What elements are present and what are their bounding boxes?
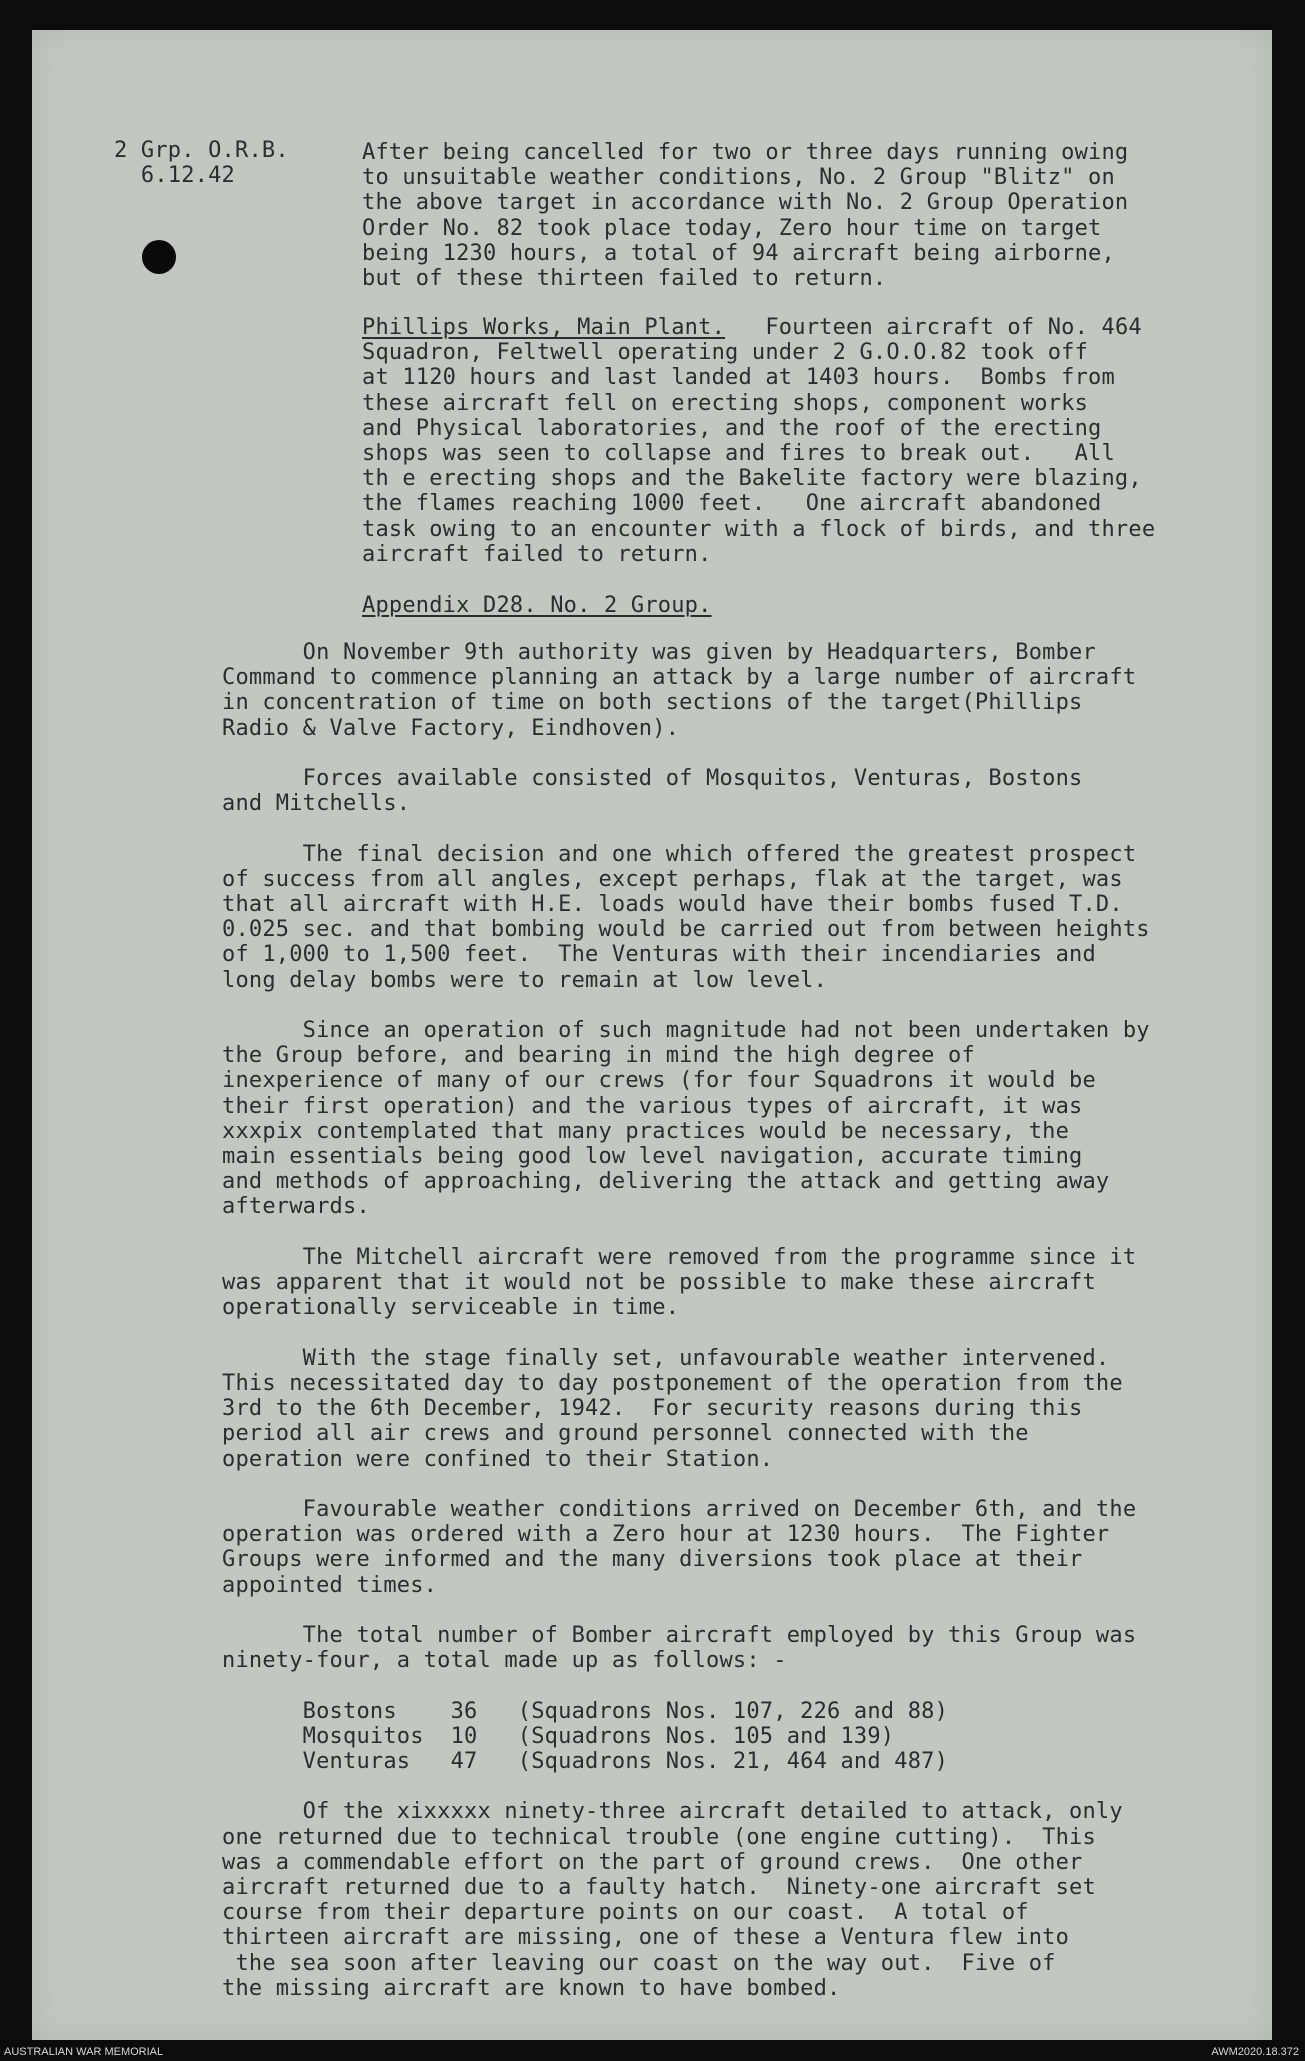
- appendix-heading: Appendix D28. No. 2 Group.: [362, 593, 712, 618]
- section-body: Squadron, Feltwell operating under 2 G.O.O.82 took off at 1120 hours and last landed at 1403 hours. Bombs from these aircraft fell on erecting shops, component works and Physical laboratories, and the roof of the erecting shops was seen to collapse and fires to break out. All th e erecting shops and the Bakelite factory were blazing, the flames reaching 1000 feet. One aircraft abandoned task owing to an encounter with a flock of birds, and three aircraft failed to return.: [362, 340, 1156, 567]
- document-page: [32, 30, 1272, 2040]
- footer-archive-name: AUSTRALIAN WAR MEMORIAL: [4, 2046, 164, 2058]
- body-text: On November 9th authority was given by Headquarters, Bomber Command to commence planning an attack by a large number of aircraft in concentration of time on both sections of the target(Phillips Radio & Valve Factory, Eindhoven). Forces available consisted of Mosquitos, Venturas, Bostons and Mitchells. The final decision and one which offered the greatest prospect of success from all angles, except perhaps, flak at the target, was that all aircraft with H.E. loads would have their bombs fused T.D. 0.025 sec. and that bombing would be carried out from between heights of 1,000 to 1,500 feet. The Venturas with their incendiaries and long delay bombs were to remain at low level. Since an operation of such magnitude had not been undertaken by the Group before, and bearing in mind the high degree of inexperience of many of our crews (for four Squadrons it would be their first operation) and the various types of aircraft, it was xxxpix contemplated that many practices would be necessary, the main essentials being good low level navigation, accurate timing and methods of approaching, delivering the attack and getting away afterwards. The Mitchell aircraft were removed from the programme since it was apparent that it would not be possible to make these aircraft operationally serviceable in time. With the stage finally set, unfavourable weather intervened. This necessitated day to day postponement of the operation from the 3rd to the 6th December, 1942. For security reasons during this period all air crews and ground personnel connected with the operation were confined to their Station. Favourable weather conditions arrived on December 6th, and the operation was ordered with a Zero hour at 1230 hours. The Fighter Groups were informed and the many diversions took place at their appointed times. The total number of Bomber aircraft employed by this Group was ninety-four, a total made up as follows: - Bostons 36 (Squadrons Nos. 107, 226 and 88) Mosquitos 10 (Squadrons Nos. 105 and 139) Venturas 47 (Squadrons Nos. 21, 464 and 487) Of the xixxxxx ninety-three aircraft detailed to attack, only one returned due to technical trouble (one engine cutting). This was a commendable effort on the part of ground crews. One other aircraft returned due to a faulty hatch. Ninety-one aircraft set course from their departure points on our coast. A total of thirteen aircraft are missing, one of these a Ventura flew into the sea soon after leaving our coast on the way out. Five of the missing aircraft are known to have bombed.: [222, 640, 1150, 2001]
- punch-hole: [142, 240, 176, 274]
- phillips-works-section: [362, 315, 1155, 567]
- section-heading: Phillips Works, Main Plant.: [362, 315, 726, 340]
- reference-date: 6.12.42: [140, 163, 236, 189]
- footer-reference-number: AWM2020.18.372: [1211, 2046, 1299, 2058]
- reference-orb: 2 Grp. O.R.B.: [114, 138, 289, 163]
- section-first-line: Fourteen aircraft of No. 464: [725, 315, 1142, 340]
- reference-block: [114, 138, 289, 188]
- intro-paragraph: After being cancelled for two or three days running owing to unsuitable weather conditions, No. 2 Group "Blitz" on the above target in accordance with No. 2 Group Operation Order No. 82 took place today, Zero hour time on target being 1230 hours, a total of 94 aircraft being airborne, but of these thirteen failed to return.: [362, 140, 1129, 292]
